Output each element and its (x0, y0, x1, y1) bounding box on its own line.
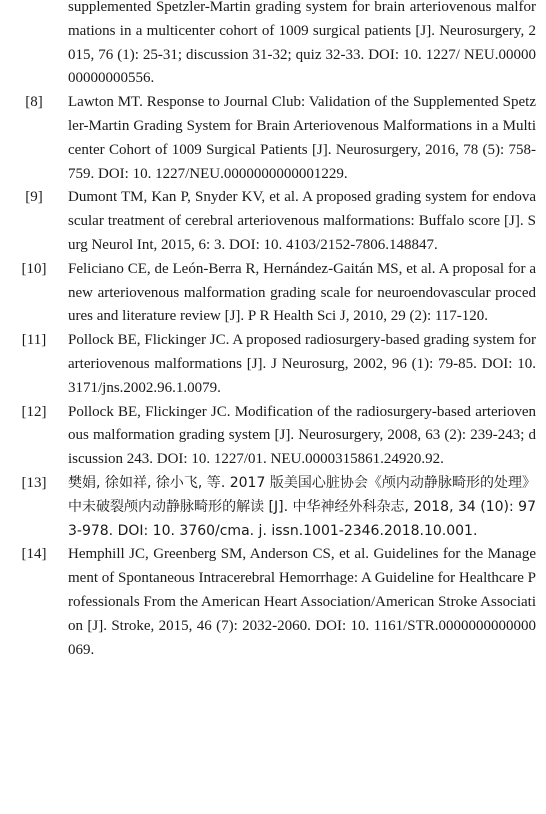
reference-text: Hemphill JC, Greenberg SM, Anderson CS, et al. Guidelines for the Management of Spontaneous Intracerebral Hemorrhage: A Guideline for Healthcare Professionals From the American Heart Association/American Stroke Association [J]. Stroke, 2015, 46 (7): 2032-2060. DOI: 10. 1161/STR.0000000000000069. (68, 546, 536, 658)
reference-number: [10] (21, 260, 47, 277)
reference-item (0, 472, 546, 543)
reference-text: Lawton MT. Response to Journal Club: Validation of the Supplemented Spetzler-Martin Grading System for Brain Arteriovenous Malformations in a Multicenter Cohort of 1009 Surgical Patients [J]. Neurosurgery, 2016, 78 (5): 758-759. DOI: 10. 1227/NEU.0000000000001229. (68, 94, 536, 182)
reference-item (0, 258, 546, 329)
reference-text: Feliciano CE, de León-Berra R, Hernández-Gaitán MS, et al. A proposal for a new arteriovenous malformation grading scale for neuroendovascular procedures and literature review [J]. P R Health Sci J, 2010, 29 (2): 117-120. (68, 260, 536, 325)
reference-item (0, 401, 546, 472)
reference-item (0, 0, 546, 91)
reference-number: [9] (25, 189, 43, 206)
reference-number: [11] (21, 332, 47, 349)
reference-item (0, 329, 546, 400)
reference-text: supplemented Spetzler-Martin grading system for brain arteriovenous malformations in a multicenter cohort of 1009 surgical patients [J]. Neurosurgery, 2015, 76 (1): 25-31; discussion 31-32; quiz 32-33. DOI: 10. 1227/ NEU.0000000000000556. (68, 0, 536, 87)
reference-number: [13] (21, 474, 47, 491)
reference-text: Pollock BE, Flickinger JC. A proposed radiosurgery-based grading system for arteriovenous malformations [J]. J Neurosurg, 2002, 96 (1): 79-85. DOI: 10. 3171/jns.2002.96.1.0079. (68, 332, 536, 396)
reference-item (0, 186, 546, 257)
reference-number: [8] (25, 94, 43, 111)
reference-text: Dumont TM, Kan P, Snyder KV, et al. A proposed grading system for endovascular treatment of cerebral arteriovenous malformations: Buffalo score [J]. Surg Neurol Int, 2015, 6: 3. DOI: 10. 4103/2152-7806.148847. (68, 189, 536, 253)
reference-item (0, 543, 546, 662)
reference-item (0, 91, 546, 186)
reference-text: 樊娟, 徐如祥, 徐小飞, 等. 2017 版美国心脏协会《颅内动静脉畸形的处理》中未破裂颅内动静脉畸形的解读 [J]. 中华神经外科杂志, 2018, 34 (10): 973-978. DOI: 10. 3760/cma. j. issn.1001-2346.2018.10.001. (68, 474, 536, 539)
reference-number: [14] (21, 546, 47, 563)
reference-text: Pollock BE, Flickinger JC. Modification of the radiosurgery-based arteriovenous malformation grading system [J]. Neurosurgery, 2008, 63 (2): 239-243; discussion 243. DOI: 10. 1227/01. NEU.0000315861.24920.92. (68, 403, 536, 468)
reference-number: [12] (21, 403, 47, 420)
